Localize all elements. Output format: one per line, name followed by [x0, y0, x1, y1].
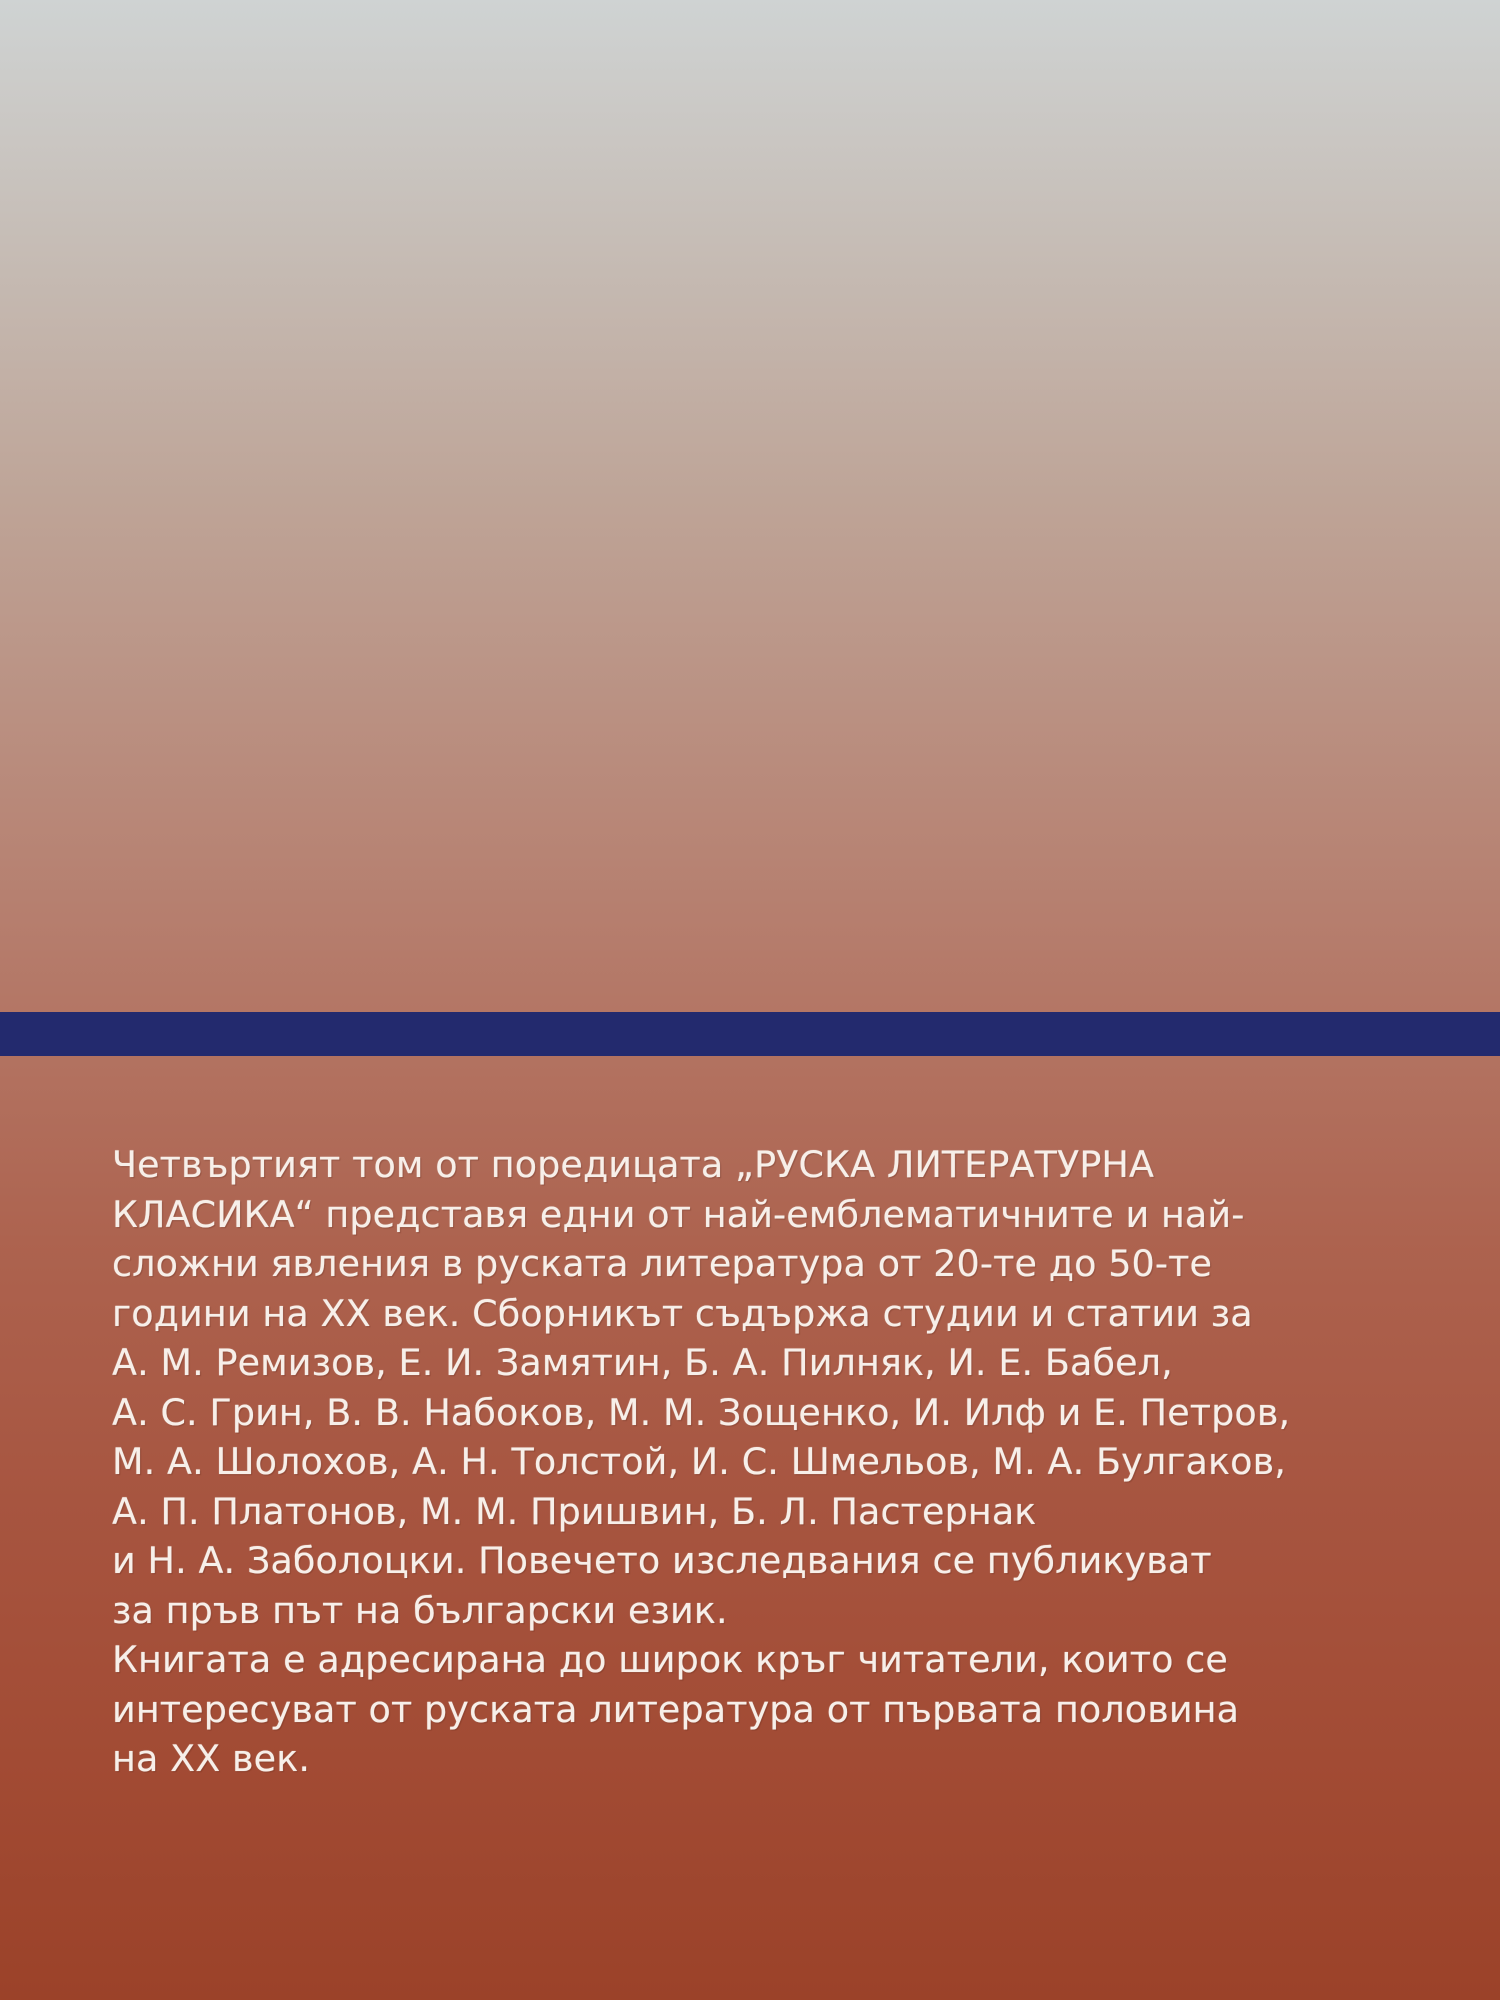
- blurb-line: на XX век.: [112, 1737, 311, 1780]
- blurb-line: години на XX век. Сборникът съдържа студии и статии за: [112, 1291, 1253, 1335]
- blurb-line: А. С. Грин, В. В. Набоков, М. М. Зощенко, И. Илф и Е. Петров,: [112, 1390, 1291, 1434]
- blurb-line: А. М. Ремизов, Е. И. Замятин, Б. А. Пилняк, И. Е. Бабел,: [112, 1341, 1173, 1384]
- back-cover-blurb: [112, 1140, 1412, 1784]
- blurb-line: М. А. Шолохов, А. Н. Толстой, И. С. Шмельов, М. А. Булгаков,: [112, 1440, 1286, 1483]
- blurb-line: интересуват от руската литература от първата половина: [112, 1687, 1240, 1731]
- blurb-line: Четвъртият том от поредицата „РУСКА ЛИТЕРАТУРНА: [112, 1143, 1155, 1186]
- blurb-line: КЛАСИКА“ представя едни от най-емблематичните и най-: [112, 1192, 1245, 1236]
- blurb-line: и Н. А. Заболоцки. Повечето изследвания се публикуват: [112, 1539, 1212, 1582]
- blurb-line: Книгата е адресирана до широк кръг читатели, които се: [112, 1638, 1228, 1681]
- blurb-line: за пръв път на български език.: [112, 1588, 728, 1632]
- blurb-line: А. П. Платонов, М. М. Пришвин, Б. Л. Пастернак: [112, 1489, 1037, 1533]
- blurb-line: сложни явления в руската литература от 20-те до 50-те: [112, 1242, 1213, 1285]
- blue-stripe: [0, 1012, 1500, 1056]
